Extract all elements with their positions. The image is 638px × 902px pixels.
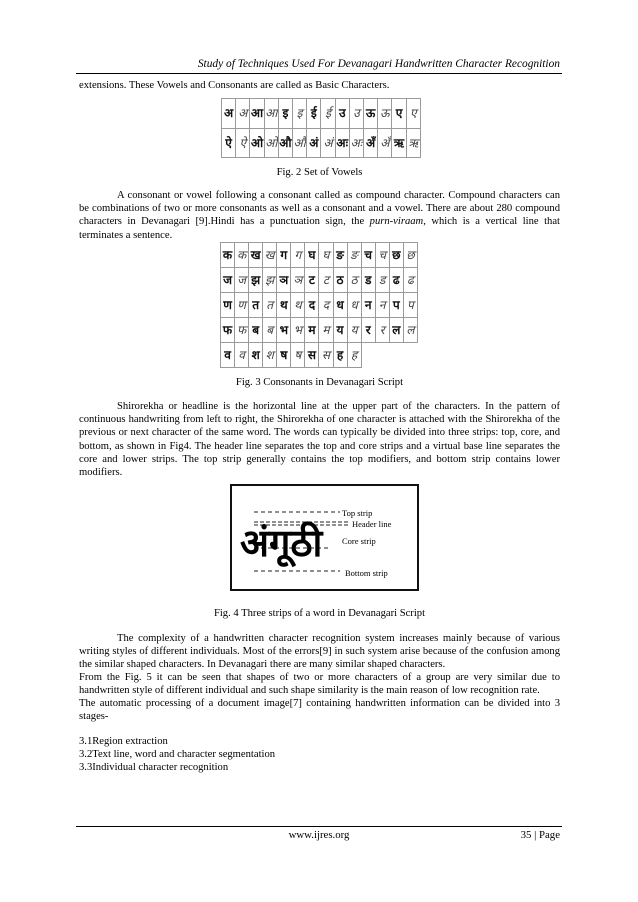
vowel-cell: अं bbox=[321, 128, 335, 158]
fig4-caption: Fig. 4 Three strips of a word in Devanagari Script bbox=[213, 608, 426, 619]
consonant-cell: क bbox=[221, 243, 235, 268]
fig3-row bbox=[221, 293, 418, 318]
header-line-label: Header line bbox=[352, 519, 392, 529]
consonant-cell: ब bbox=[249, 318, 263, 343]
consonant-cell: न bbox=[375, 293, 389, 318]
vowel-cell: ऊ bbox=[364, 99, 378, 129]
consonant-cell: च bbox=[375, 243, 389, 268]
vowel-cell: ऋ bbox=[406, 128, 420, 158]
consonant-cell: प bbox=[389, 293, 403, 318]
vowel-cell: अ bbox=[222, 99, 236, 129]
vowel-cell: ऊ bbox=[378, 99, 392, 129]
consonant-cell: ढ bbox=[389, 268, 403, 293]
stage-item: 3.1Region extraction bbox=[79, 736, 168, 747]
consonant-cell: ष bbox=[277, 343, 291, 368]
consonant-cell bbox=[403, 343, 417, 368]
consonant-cell: ख bbox=[263, 243, 277, 268]
consonant-cell: र bbox=[375, 318, 389, 343]
consonant-cell: व bbox=[235, 343, 249, 368]
stage-item: 3.3Individual character recognition bbox=[79, 762, 229, 774]
consonant-cell: म bbox=[305, 318, 319, 343]
consonant-cell: झ bbox=[263, 268, 277, 293]
consonant-cell: छ bbox=[403, 243, 417, 268]
footer-url: www.ijres.org bbox=[288, 829, 350, 841]
consonant-cell: न bbox=[361, 293, 375, 318]
vowel-cell: अँ bbox=[378, 128, 392, 158]
consonant-cell: स bbox=[319, 343, 333, 368]
fig4-svg bbox=[232, 486, 417, 589]
vowel-cell: औ bbox=[278, 128, 292, 158]
consonant-cell: स bbox=[305, 343, 319, 368]
consonant-cell: प bbox=[403, 293, 417, 318]
consonant-cell: घ bbox=[319, 243, 333, 268]
vowel-cell: ए bbox=[392, 99, 406, 129]
consonant-cell: ढ bbox=[403, 268, 417, 293]
vowel-cell: अँ bbox=[364, 128, 378, 158]
consonant-cell: त bbox=[249, 293, 263, 318]
header-rule bbox=[76, 73, 562, 74]
consonant-cell: ल bbox=[403, 318, 417, 343]
consonant-cell: र bbox=[361, 318, 375, 343]
consonant-cell: ट bbox=[305, 268, 319, 293]
para-shirorekha: Shirorekha or headline is the horizontal line at the upper part of the characters. In the pattern of continuous handwriting from left to right, the Shirorekha of one character is attached with the Shirorekha of the previous or next character of the same word. The words can typically be divided into three strips: top, core, and bottom, as shown in Fig4. The header line separates the top and core strips and a virtual base line separates the core and lower strips. The top strip generally contains the top modifiers, and bottom strip contains lower modifiers. bbox=[79, 401, 560, 479]
para-fig5: From the Fig. 5 it can be seen that shapes of two or more characters of a group are very similar due to handwritten style of different individual and such shape similarity is the main reason of low recognition rate. bbox=[79, 672, 560, 697]
consonant-cell: क bbox=[235, 243, 249, 268]
fig3-row bbox=[221, 318, 418, 343]
consonant-cell: भ bbox=[291, 318, 305, 343]
vowel-cell: ओ bbox=[264, 128, 278, 158]
consonant-cell: श bbox=[263, 343, 277, 368]
vowel-cell: इ bbox=[293, 99, 307, 129]
fig3-grid bbox=[220, 242, 418, 368]
consonant-cell: छ bbox=[389, 243, 403, 268]
vowel-cell: आ bbox=[264, 99, 278, 129]
consonant-cell: फ bbox=[235, 318, 249, 343]
fig3-caption: Fig. 3 Consonants in Devanagari Script bbox=[235, 377, 404, 388]
stage-item: 3.2Text line, word and character segmentation bbox=[79, 749, 276, 761]
fig2-row bbox=[222, 99, 421, 129]
fig2-grid bbox=[221, 98, 421, 158]
consonant-cell: ख bbox=[249, 243, 263, 268]
para-processing: The automatic processing of a document image[7] containing handwritten information can be divided into 3 stages- bbox=[79, 698, 560, 723]
vowel-cell: आ bbox=[250, 99, 264, 129]
consonant-cell bbox=[375, 343, 389, 368]
para-compound-characters: A consonant or vowel following a consonant called as compound character. Compound characters can be combinations of two or more consonants as well as a consonant and a vowel. There are about 280 compound characters in Devanagari [9].Hindi has a punctuation sign, the purn-viraam, which is a vertical line that terminates a sentence. bbox=[79, 190, 560, 241]
consonant-cell: च bbox=[361, 243, 375, 268]
vowel-cell: इ bbox=[278, 99, 292, 129]
consonant-cell: ड bbox=[375, 268, 389, 293]
consonant-cell: द bbox=[305, 293, 319, 318]
fig4-word-strips-image bbox=[230, 484, 419, 591]
fig2-row bbox=[222, 128, 421, 158]
consonant-cell: ज bbox=[221, 268, 235, 293]
consonant-cell: घ bbox=[305, 243, 319, 268]
consonant-cell: ण bbox=[235, 293, 249, 318]
consonant-cell bbox=[361, 343, 375, 368]
consonant-cell: ह bbox=[347, 343, 361, 368]
fig4-word: अंगूठी bbox=[240, 521, 323, 565]
consonant-cell: ल bbox=[389, 318, 403, 343]
vowel-cell: ऋ bbox=[392, 128, 406, 158]
vowel-cell: अं bbox=[307, 128, 321, 158]
consonant-cell: थ bbox=[277, 293, 291, 318]
fig3-consonant-table bbox=[220, 242, 418, 368]
consonant-cell: व bbox=[221, 343, 235, 368]
consonant-cell: ञ bbox=[291, 268, 305, 293]
vowel-cell: ई bbox=[307, 99, 321, 129]
consonant-cell: ट bbox=[319, 268, 333, 293]
running-head: Study of Techniques Used For Devanagari Handwritten Character Recognition bbox=[197, 58, 560, 70]
consonant-cell: ङ bbox=[333, 243, 347, 268]
consonant-cell: ष bbox=[291, 343, 305, 368]
consonant-cell: ध bbox=[333, 293, 347, 318]
consonant-cell: ह bbox=[333, 343, 347, 368]
fig2-vowel-table bbox=[221, 98, 421, 158]
top-strip-label: Top strip bbox=[342, 508, 373, 518]
vowel-cell: औ bbox=[293, 128, 307, 158]
vowel-cell: अ bbox=[236, 99, 250, 129]
consonant-cell: ब bbox=[263, 318, 277, 343]
consonant-cell: ग bbox=[291, 243, 305, 268]
consonant-cell: ठ bbox=[347, 268, 361, 293]
consonant-cell: य bbox=[333, 318, 347, 343]
vowel-cell: ऐ bbox=[236, 128, 250, 158]
fig3-row bbox=[221, 243, 418, 268]
purn-viraam-term: purn-viraam bbox=[369, 216, 424, 228]
vowel-cell: अः bbox=[335, 128, 349, 158]
footer-page-number: 35 | Page bbox=[520, 829, 560, 841]
consonant-cell: ङ bbox=[347, 243, 361, 268]
para-complexity: The complexity of a handwritten character recognition system increases mainly because of various writing styles of different individuals. Most of the errors[9] in such system arise because of the confusion among the similar shaped characters. In Devanagari there are many similar shaped characters. bbox=[79, 633, 560, 671]
consonant-cell: थ bbox=[291, 293, 305, 318]
consonant-cell: ध bbox=[347, 293, 361, 318]
footer-rule bbox=[76, 826, 562, 827]
consonant-cell: ठ bbox=[333, 268, 347, 293]
consonant-cell: द bbox=[319, 293, 333, 318]
vowel-cell: अः bbox=[349, 128, 363, 158]
vowel-cell: उ bbox=[335, 99, 349, 129]
consonant-cell: ञ bbox=[277, 268, 291, 293]
stages-list bbox=[79, 735, 275, 775]
bottom-strip-label: Bottom strip bbox=[345, 568, 388, 578]
vowel-cell: ओ bbox=[250, 128, 264, 158]
consonant-cell bbox=[389, 343, 403, 368]
vowel-cell: ए bbox=[406, 99, 420, 129]
fig2-caption: Fig. 2 Set of Vowels bbox=[276, 167, 363, 178]
consonant-cell: भ bbox=[277, 318, 291, 343]
consonant-cell: झ bbox=[249, 268, 263, 293]
consonant-cell: फ bbox=[221, 318, 235, 343]
vowel-cell: उ bbox=[349, 99, 363, 129]
vowel-cell: ऐ bbox=[222, 128, 236, 158]
consonant-cell: ग bbox=[277, 243, 291, 268]
consonant-cell: य bbox=[347, 318, 361, 343]
core-strip-label: Core strip bbox=[342, 536, 376, 546]
consonant-cell: ज bbox=[235, 268, 249, 293]
consonant-cell: त bbox=[263, 293, 277, 318]
fig3-row bbox=[221, 268, 418, 293]
consonant-cell: ण bbox=[221, 293, 235, 318]
fig3-row bbox=[221, 343, 418, 368]
intro-line: extensions. These Vowels and Consonants are called as Basic Characters. bbox=[79, 80, 390, 91]
vowel-cell: ई bbox=[321, 99, 335, 129]
consonant-cell: म bbox=[319, 318, 333, 343]
consonant-cell: ड bbox=[361, 268, 375, 293]
consonant-cell: श bbox=[249, 343, 263, 368]
